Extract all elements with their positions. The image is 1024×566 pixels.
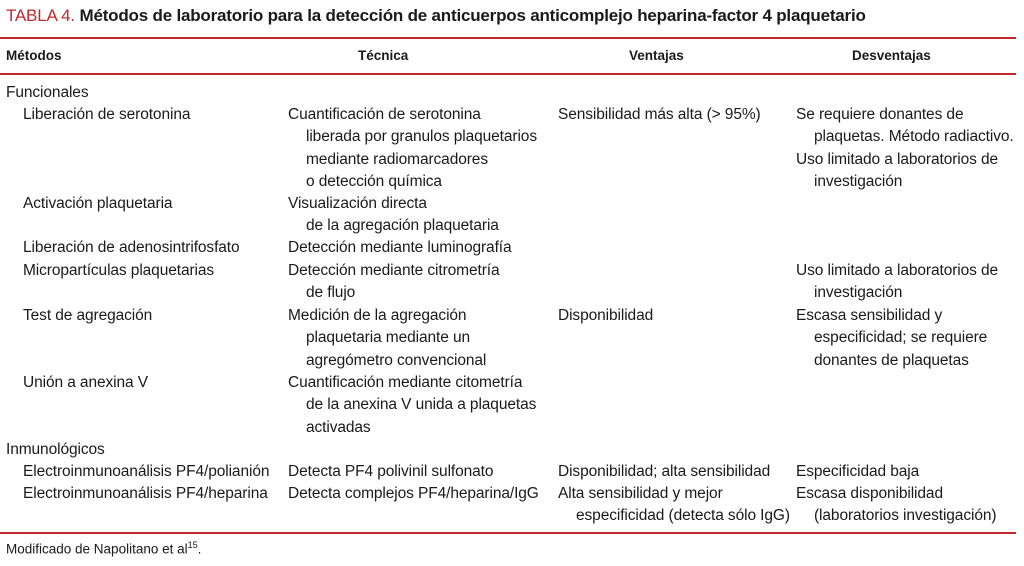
technique-cell [288, 260, 500, 305]
section-immunologic: Inmunológicos [6, 441, 105, 458]
technique-line: de la agregación plaquetaria [306, 217, 499, 235]
disadvantages-line: Uso limitado a laboratorios de [796, 262, 999, 279]
advantages-cell [558, 305, 653, 327]
method-cell: Liberación de serotonina [23, 106, 191, 123]
header-methods: Métodos [6, 48, 62, 63]
footnote-text: Modificado de Napolitano et al [6, 541, 188, 557]
advantages-cell [558, 104, 761, 126]
disadvantages-line: Se requiere donantes de [796, 106, 964, 123]
table-label: TABLA 4. [6, 6, 75, 25]
technique-cell [288, 237, 512, 259]
bottom-rule [0, 532, 1016, 534]
header-disadvantages: Desventajas [852, 48, 931, 63]
table-title [6, 6, 866, 26]
technique-line: Cuantificación de serotonina [288, 106, 481, 123]
disadvantages-cell [796, 483, 996, 528]
technique-line: de la anexina V unida a plaquetas [306, 396, 537, 414]
disadvantages-line: Especificidad baja [796, 463, 920, 480]
technique-cell [288, 483, 539, 505]
advantages-line: Sensibilidad más alta (> 95%) [558, 106, 761, 123]
footnote-end: . [197, 541, 202, 557]
disadvantages-line: especificidad; se requiere [814, 329, 988, 347]
advantages-line: Alta sensibilidad y mejor [558, 485, 723, 502]
section-functional: Funcionales [6, 84, 89, 101]
method-cell: Liberación de adenosintrifosfato [23, 239, 240, 256]
method-cell: Electroinmunoanálisis PF4/polianión [23, 463, 270, 480]
advantages-line: Disponibilidad; alta sensibilidad [558, 463, 771, 480]
technique-line: de flujo [306, 284, 356, 302]
disadvantages-line: Escasa sensibilidad y [796, 307, 943, 324]
technique-cell [288, 305, 486, 372]
footnote [6, 540, 201, 557]
technique-line: Medición de la agregación [288, 307, 467, 324]
method-cell: Unión a anexina V [23, 374, 148, 391]
method-cell: Electroinmunoanálisis PF4/heparina [23, 485, 268, 502]
disadvantages-line: (laboratorios investigación) [814, 507, 997, 525]
technique-line: Cuantificación mediante citometría [288, 374, 523, 391]
table-title-text: Métodos de laboratorio para la detección de anticuerpos anticomplejo heparina-factor 4 plaquetario [79, 6, 866, 25]
advantages-line: especificidad (detecta sólo IgG) [576, 507, 790, 525]
disadvantages-cell [796, 461, 919, 483]
technique-line: liberada por granulos plaquetarios [306, 128, 537, 146]
technique-line: o detección química [306, 172, 442, 190]
method-cell: Test de agregación [23, 307, 153, 324]
technique-cell [288, 104, 537, 193]
disadvantages-line: Escasa disponibilidad [796, 485, 943, 502]
disadvantages-line: investigación [814, 172, 903, 190]
disadvantages-cell [796, 305, 987, 372]
top-rule [0, 37, 1016, 39]
technique-line: plaquetaria mediante un [306, 329, 471, 347]
technique-line: Detección mediante citrometría [288, 262, 500, 279]
technique-line: Detecta complejos PF4/heparina/IgG [288, 485, 539, 502]
disadvantages-line: investigación [814, 284, 903, 302]
technique-line: Detección mediante luminografía [288, 239, 512, 256]
technique-line: activadas [306, 418, 371, 436]
technique-cell [288, 193, 499, 238]
technique-line: Detecta PF4 polivinil sulfonato [288, 463, 494, 480]
disadvantages-line: Uso limitado a laboratorios de [796, 150, 999, 168]
advantages-line: Disponibilidad [558, 307, 654, 324]
header-technique: Técnica [358, 48, 409, 63]
disadvantages-cell [796, 104, 1014, 193]
technique-line: mediante radiomarcadores [306, 150, 488, 168]
disadvantages-line: donantes de plaquetas [814, 351, 969, 369]
header-rule [0, 73, 1016, 75]
method-cell: Micropartículas plaquetarias [23, 262, 215, 279]
advantages-cell [558, 483, 790, 528]
advantages-cell [558, 461, 770, 483]
disadvantages-line: plaquetas. Método radiactivo. [814, 128, 1014, 146]
header-advantages: Ventajas [629, 48, 684, 63]
footnote-reference: 15 [187, 540, 198, 550]
method-cell: Activación plaquetaria [23, 195, 173, 212]
technique-line: agregómetro convencional [306, 351, 487, 369]
technique-cell [288, 461, 493, 483]
disadvantages-cell [796, 260, 998, 305]
technique-cell [288, 372, 536, 439]
technique-line: Visualización directa [288, 195, 427, 212]
